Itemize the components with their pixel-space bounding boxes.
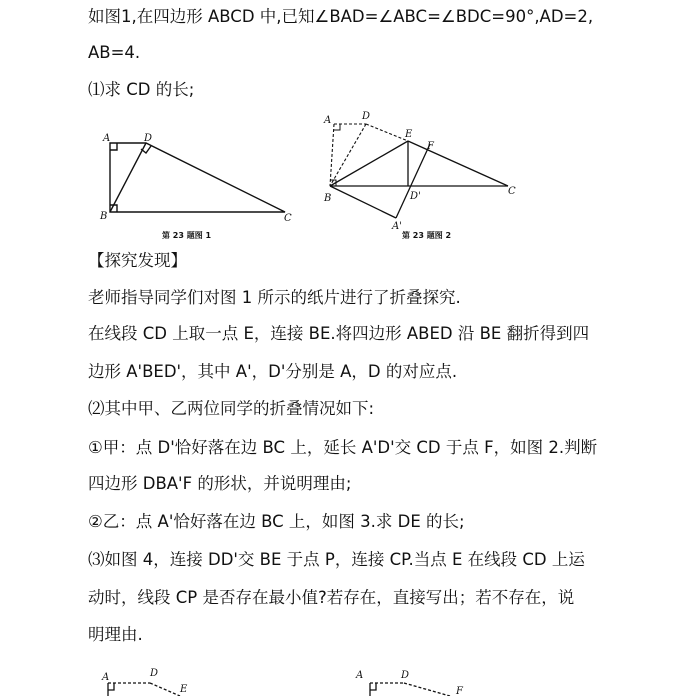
problem-line-8: ⑵其中甲、乙两位同学的折叠情况如下: (88, 399, 375, 418)
fig2-caption: 第 23 题图 2 (402, 231, 452, 240)
fig1-label-b: B (100, 211, 108, 222)
problem-line-5: 老师指导同学们对图 1 所示的纸片进行了折叠探究. (88, 288, 461, 307)
fig4-label-d: D (401, 670, 410, 681)
fig3-label-e: E (180, 684, 188, 695)
fig2-label-dprime: D' (410, 191, 421, 202)
fig3-label-d: D (150, 668, 159, 679)
problem-line-14: 明理由. (88, 625, 143, 644)
problem-line-1: 如图1,在四边形 ABCD 中,已知∠BAD=∠ABC=∠BDC=90°,AD=2, (88, 7, 594, 26)
fig1-label-a: A (103, 133, 111, 144)
fig1-caption: 第 23 题图 1 (162, 231, 212, 240)
problem-line-13: 动时，线段 CP 是否存在最小值?若存在，直接写出；若不存在，说 (88, 588, 575, 607)
fig4-label-a: A (356, 670, 364, 681)
fig1-label-c: C (284, 213, 292, 224)
problem-line-9: ①甲：点 D'恰好落在边 BC 上，延长 A'D'交 CD 于点 F，如图 2.判断 (88, 438, 598, 457)
problem-line-4: 【探究发现】 (88, 251, 187, 270)
fig1-label-d: D (144, 133, 153, 144)
fig2-label-b: B (324, 193, 332, 204)
problem-line-2: AB=4. (88, 43, 141, 62)
fig2-label-e: E (405, 129, 413, 140)
fig2-label-c: C (508, 186, 516, 197)
fig2-label-aprime: A' (392, 221, 402, 232)
problem-line-3: ⑴求 CD 的长; (88, 80, 195, 99)
fig3-label-a: A (102, 672, 110, 683)
problem-line-11: ②乙：点 A'恰好落在边 BC 上，如图 3.求 DE 的长; (88, 512, 465, 531)
fig2-label-f: F (427, 141, 434, 152)
problem-line-12: ⑶如图 4，连接 DD'交 BE 于点 P，连接 CP.当点 E 在线段 CD 上运 (88, 550, 585, 569)
problem-line-10: 四边形 DBA'F 的形状，并说明理由; (88, 474, 352, 493)
fig4-label-f: F (456, 686, 463, 696)
problem-line-7: 边形 A'BED'，其中 A'，D'分别是 A，D 的对应点. (88, 362, 458, 381)
fig2-label-a: A (324, 115, 332, 126)
fig2-label-d: D (362, 111, 371, 122)
problem-line-6: 在线段 CD 上取一点 E，连接 BE.将四边形 ABED 沿 BE 翻折得到四 (88, 324, 590, 343)
